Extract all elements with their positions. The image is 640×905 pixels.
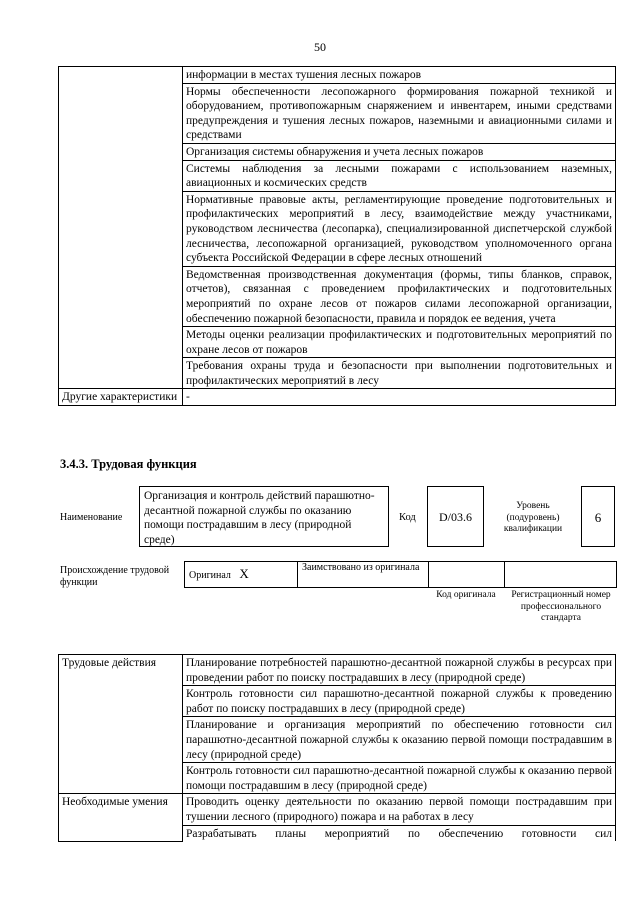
table-row xyxy=(59,794,616,825)
reg-number-cell xyxy=(505,562,617,588)
original-mark: X xyxy=(239,566,249,581)
table-cell: Системы наблюдения за лесными пожарами с использованием наземных, авиационных и космических средств xyxy=(183,160,616,191)
code-original-caption: Код оригинала xyxy=(436,590,496,600)
original-label: Оригинал xyxy=(189,570,231,581)
skills-label: Необходимые умения xyxy=(59,794,183,841)
function-name-box: Организация и контроль действий парашютно-десантной пожарной службы по оказанию помощи пострадавшим в лесу (природной среде) xyxy=(139,486,389,547)
table-cell: Проводить оценку деятельности по оказанию первой помощи пострадавшим при тушении лесного (природного) пожара и на работах в лесу xyxy=(183,794,616,825)
page-number: 50 xyxy=(314,40,326,54)
code-label: Код xyxy=(399,512,416,523)
table-row xyxy=(59,389,616,406)
table-cell: Нормы обеспеченности лесопожарного формирования пожарной техникой и оборудованием, противопожарным снаряжением и инвентарем, иными средствами предупреждения и тушения лесных пожаров, наземными и авиационными силами и средствами xyxy=(183,83,616,143)
level-value-box: 6 xyxy=(581,486,615,547)
table-row xyxy=(59,655,616,686)
table-row xyxy=(185,562,617,588)
knowledge-table xyxy=(58,66,616,406)
other-characteristics-value: - xyxy=(183,389,616,406)
table-row xyxy=(59,67,616,84)
table-cell: Контроль готовности сил парашютно-десантной пожарной службы к оказанию первой помощи пострадавшим в лесу (природной среде) xyxy=(183,763,616,794)
table-cell: Ведомственная производственная документация (формы, типы бланков, справок, отчетов), связанная с проведением профилактических и подготовительных мероприятий по охране лесов от пожаров силами лесопожарной организации, обеспечению пожарной безопасности, правила и порядок ее ведения, учета xyxy=(183,266,616,326)
table-cell: Планирование потребностей парашютно-десантной пожарной службы в ресурсах при проведении работ по поиску пострадавших в лесу (природной среде) xyxy=(183,655,616,686)
section-heading: 3.4.3. Трудовая функция xyxy=(60,457,197,471)
name-label: Наименование xyxy=(60,512,123,523)
labor-actions-label: Трудовые действия xyxy=(59,655,183,794)
other-characteristics-label: Другие характеристики xyxy=(59,389,183,406)
table-cell: Нормативные правовые акты, регламентирующие проведение подготовительных и профилактических мероприятий в лесу, взаимодействие между участниками, руководством лесничества (лесопарка), специализированной диспетчерской службой лесничества, лесопожарной организацией, руководством уполномоченного органа субъекта Российской Федерации в сфере лесных отношений xyxy=(183,191,616,266)
table-cell: Методы оценки реализации профилактических и подготовительных мероприятий по охране лесов от пожаров xyxy=(183,327,616,358)
original-cell xyxy=(185,562,298,588)
reg-number-caption: Регистрационный номер профессионального стандарта xyxy=(511,590,611,623)
table-cell: Требования охраны труда и безопасности при выполнении подготовительных и профилактических мероприятий в лесу xyxy=(183,358,616,389)
table-cell: Планирование и организация мероприятий по обеспечению готовности сил парашютно-десантной пожарной службы к оказанию первой помощи пострадавшим в лесу (природной среде) xyxy=(183,717,616,763)
origin-label: Происхождение трудовой функции xyxy=(60,565,170,588)
table-cell: Контроль готовности сил парашютно-десантной пожарной службы к проведению работ по поиску пострадавших в лесу (природной среде) xyxy=(183,686,616,717)
borrowed-label: Заимствовано из оригинала xyxy=(298,562,429,588)
labor-actions-table xyxy=(58,654,616,842)
empty-label-cell xyxy=(59,67,183,389)
table-cell: Организация системы обнаружения и учета лесных пожаров xyxy=(183,143,616,160)
table-cell: информации в местах тушения лесных пожаров xyxy=(183,67,616,84)
origin-table xyxy=(184,561,617,588)
code-original-cell xyxy=(429,562,505,588)
table-cell: Разрабатывать планы мероприятий по обеспечению готовности сил xyxy=(183,825,616,841)
level-label: Уровень (подуровень) квалификации xyxy=(503,501,563,534)
code-value-box: D/03.6 xyxy=(427,486,484,547)
